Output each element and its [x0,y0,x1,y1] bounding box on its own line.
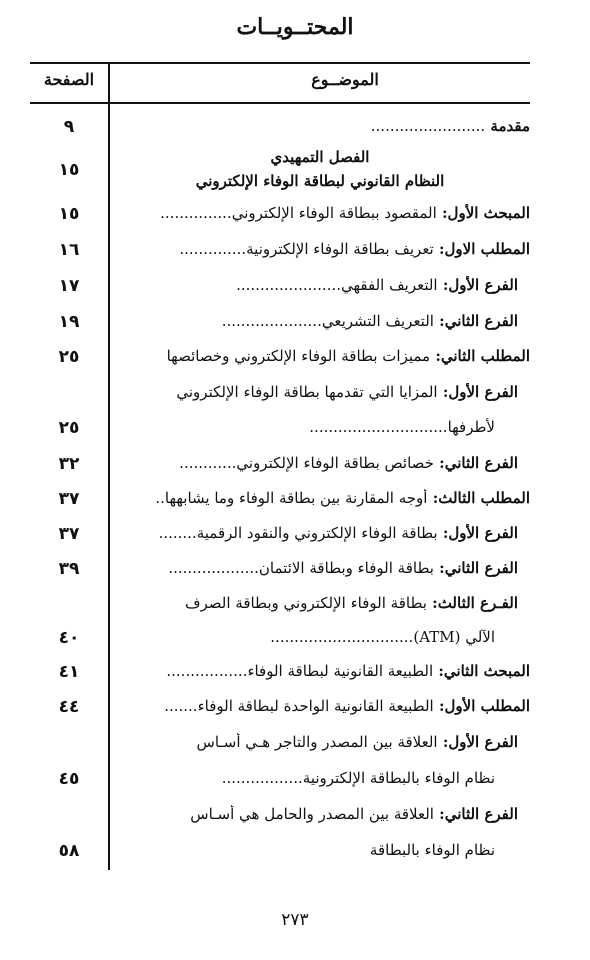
toc-entry-leader: .............. [179,240,247,258]
toc-row [30,418,530,446]
toc-entry-label: الفرع الأول: [437,383,518,401]
toc-row [30,489,530,517]
toc-entry-title: التعريف التشريعي [321,312,434,330]
toc-entry-page: ٣٢ [58,454,80,474]
toc-entry-text [115,204,530,222]
toc-row [30,594,530,622]
toc-entry-label: المبحث الأول: [436,204,530,222]
toc-entry-label: المطلب الأول: [433,697,530,715]
toc-entry-title: الآلي (ATM) [413,628,495,646]
toc-entry-title: المقصود ببطاقة الوفاء الإلكتروني [231,204,437,222]
toc-entry-leader: ................. [166,662,248,680]
toc-row [30,312,530,340]
toc-entry-title: العلاقة بين المصدر والحامل هي أسـاس [190,805,434,823]
toc-row [30,347,530,375]
page-title: المحتــويــات [236,14,354,40]
toc-entry-label: مقدمة [485,117,530,135]
toc-entry-text [115,769,495,787]
toc-row [30,204,530,232]
toc-entry-text [115,841,495,859]
toc-entry-title: لأطرفها [447,418,495,436]
toc-entry-page: ٣٧ [58,524,80,544]
toc-entry-leader: ........................ [370,117,486,135]
toc-entry-title: نظام الوفاء بالبطاقة [369,841,495,859]
toc-entry-title: المزايا التي تقدمها بطاقة الوفاء الإلكتروني [176,383,438,401]
toc-entry-label: المبحث الثاني: [433,662,530,680]
toc-entry-title: خصائص بطاقة الوفاء الإلكتروني [236,454,434,472]
toc-entry-text [115,559,518,577]
toc-entry-label: الفرع الأول: [437,524,518,542]
toc-entry-title: العلاقة بين المصدر والتاجر هـي أسـاس [196,733,438,751]
toc-entry-title: بطاقة الوفاء الإلكتروني والنقود الرقمية [196,524,438,542]
toc-entry-leader: ................. [221,769,303,787]
toc-entry-label: المطلب الثالث: [427,489,530,507]
toc-entry-title: التعريف الفقهي [341,276,438,294]
toc-row [30,559,530,587]
toc-entry-title: نظام الوفاء بالبطاقة الإلكترونية [302,769,495,787]
header-page: الصفحة [43,70,95,89]
toc-entry-leader: ............ [179,454,237,472]
toc-row [30,841,530,869]
toc-entry-text [115,662,530,680]
toc-entry-page: ١٦ [58,240,80,260]
toc-entry-title: الطبيعة القانونية لبطاقة الوفاء [247,662,434,680]
toc-entry-title: تعريف بطاقة الوفاء الإلكترونية [246,240,434,258]
toc-entry-label: الفرع الأول: [437,276,518,294]
toc-entry-text [115,697,530,715]
toc-entry-text [115,312,518,330]
toc-row [30,454,530,482]
toc-row [30,628,530,656]
toc-entry-leader: ...................... [236,276,342,294]
toc-entry-text [115,454,518,472]
toc-entry-text [115,276,518,294]
toc-entry-text [115,240,530,258]
toc-entry-page: ٣٩ [58,559,80,579]
toc-entry-page: ١٥ [58,204,80,224]
toc-row [30,117,530,145]
toc-entry-page: ٩ [63,117,75,137]
toc-entry-title: بطاقة الوفاء وبطاقة الائتمان [258,559,434,577]
toc-row [30,697,530,725]
toc-row [30,276,530,304]
toc-entry-leader: ............... [160,204,232,222]
toc-entry-page: ١٧ [58,276,80,296]
toc-entry-leader: ............................. [309,418,448,436]
toc-entry-title: أوجه المقارنة بين بطاقة الوفاء وما يشابهها [164,489,428,507]
toc-entry-leader: .. [155,489,165,507]
toc-entry-label: الفرع الثاني: [433,312,518,330]
toc-entry-text [115,628,495,646]
toc-entry-text [115,117,530,135]
toc-entry-text [115,805,518,823]
toc-row [30,662,530,690]
toc-entry-text [115,524,518,542]
toc-entry-label: الفرع الثاني: [433,805,518,823]
toc-entry-text [115,733,518,751]
toc-entry-label: الفـرع الثالث: [426,594,518,612]
chapter-title-line2: النظام القانوني لبطاقة الوفاء الإلكتروني [195,172,445,190]
toc-entry-label: الفرع الثاني: [433,559,518,577]
toc-row [30,524,530,552]
toc-row [30,769,530,797]
toc-entry-title: الطبيعة القانونية الواحدة لبطاقة الوفاء [197,697,434,715]
chapter-title-line1: الفصل التمهيدي [270,148,370,166]
toc-entry-leader: .............................. [270,628,414,646]
toc-entry-title: مميزات بطاقة الوفاء الإلكتروني وخصائصها [166,347,431,365]
toc-row [30,383,530,411]
toc-entry-text [115,594,518,612]
toc-entry-page: ٤٠ [58,628,80,648]
toc-entry-text [115,418,495,436]
toc-row [30,733,530,761]
toc-entry-page: ٥٨ [58,841,80,861]
toc-row [30,805,530,833]
toc-entry-page: ٢٥ [58,347,80,367]
toc-row [30,240,530,268]
toc-entry-page: ٢٥ [58,418,80,438]
toc-entry-page: ١٩ [58,312,80,332]
header-topic: الموضــوع [311,70,379,89]
toc-entry-page: ٣٧ [58,489,80,509]
toc-entry-label: الفرع الثاني: [433,454,518,472]
table-header [30,62,530,104]
toc-entry-leader: ..................... [221,312,322,330]
toc-entry-text [115,347,530,365]
toc-entry-page: ٤٥ [58,769,80,789]
toc-entry-label: الفرع الأول: [437,733,518,751]
toc-entry-text [115,383,518,401]
toc-entry-leader: ................... [168,559,259,577]
toc-entry-page: ٤٤ [58,697,80,717]
toc-entry-leader: ....... [164,697,198,715]
page-number: ٢٧٣ [281,910,309,930]
toc-entry-page: ٤١ [58,662,80,682]
toc-entry-text [115,489,530,507]
toc-entry-page: ١٥ [58,160,80,180]
toc-entry-label: المطلب الثاني: [430,347,530,365]
toc-entry-label: المطلب الاول: [433,240,530,258]
toc-entry-title: بطاقة الوفاء الإلكتروني وبطاقة الصرف [184,594,427,612]
toc-entry-leader: ........ [158,524,197,542]
